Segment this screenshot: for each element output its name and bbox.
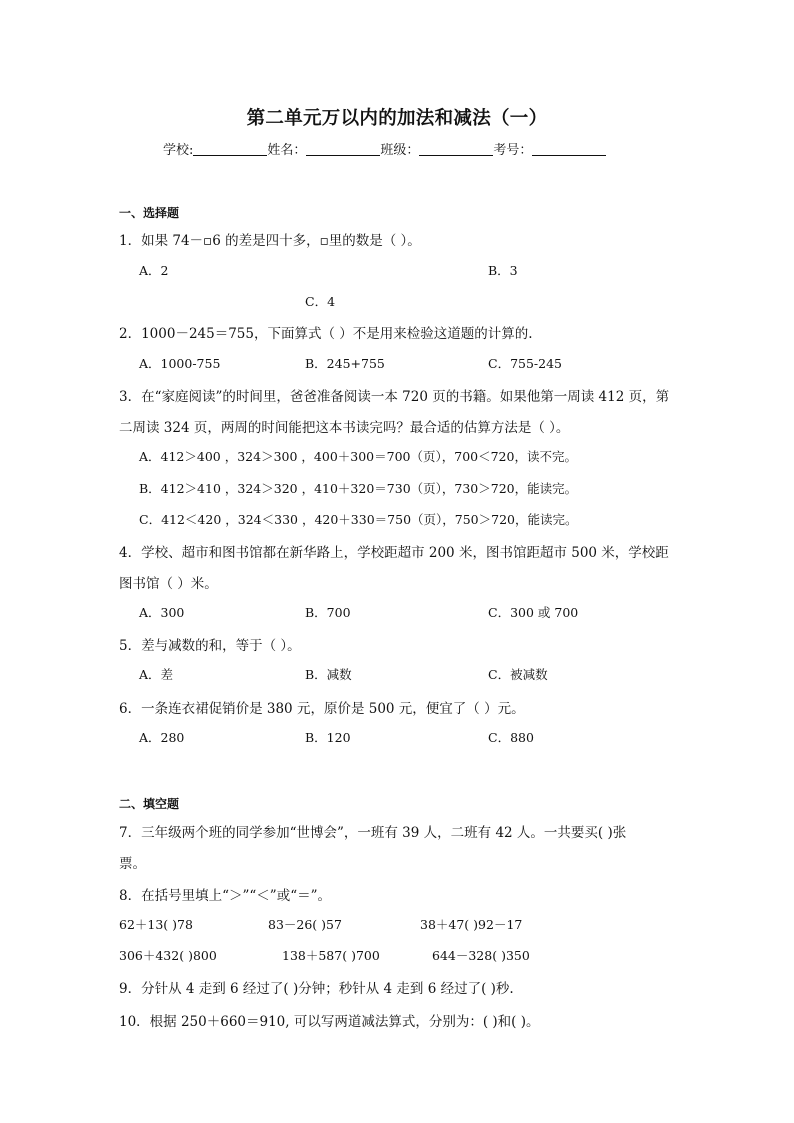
school-label: 学校: xyxy=(163,143,194,158)
q4-option-a[interactable]: A．300 xyxy=(139,605,185,620)
name-field[interactable] xyxy=(306,142,380,156)
q8-item-5[interactable]: 138＋587( )700 xyxy=(282,948,380,963)
q4-option-c[interactable]: C．300 或 700 xyxy=(488,605,579,620)
question-8: 8．在括号里填上“＞”“＜”或“＝”。 xyxy=(119,888,331,904)
question-4-line-2: 图书馆（ ）米。 xyxy=(119,576,218,592)
class-label: 班级： xyxy=(380,143,420,158)
q1-option-a[interactable]: A．2 xyxy=(139,263,169,278)
q4-option-b[interactable]: B．700 xyxy=(305,605,351,620)
question-2: 2．1000－245＝755，下面算式（ ）不是用来检验这道题的计算的. xyxy=(119,326,533,342)
name-label: 姓名： xyxy=(267,143,307,158)
section-heading-fill-in: 二、填空题 xyxy=(119,797,180,811)
question-6: 6．一条连衣裙促销价是 380 元，原价是 500 元，便宜了（ ）元。 xyxy=(119,701,525,717)
q2-option-a[interactable]: A．1000-755 xyxy=(139,356,221,371)
question-7-line-2: 票。 xyxy=(119,856,146,872)
q6-option-a[interactable]: A．280 xyxy=(139,730,185,745)
class-field[interactable] xyxy=(419,142,493,156)
q8-item-3[interactable]: 38＋47( )92－17 xyxy=(420,917,523,932)
q3-option-c[interactable]: C．412＜420 ，324＜330 ，420＋330＝750（页），750＞720，能读完。 xyxy=(139,512,578,527)
info-line xyxy=(163,139,606,158)
q5-option-b[interactable]: B．减数 xyxy=(305,667,352,682)
q2-option-b[interactable]: B．245+755 xyxy=(305,356,385,371)
q3-option-b[interactable]: B．412＞410 ，324＞320 ，410＋320＝730（页），730＞720，能读完。 xyxy=(139,481,578,496)
question-5: 5．差与减数的和，等于（ ）。 xyxy=(119,638,301,654)
q3-option-a[interactable]: A．412＞400 ，324＞300 ，400＋300＝700（页），700＜720，读不完。 xyxy=(139,449,577,464)
question-1: 1．如果 74－▫6 的差是四十多，▫里的数是（ ）。 xyxy=(119,233,421,249)
q2-option-c[interactable]: C．755-245 xyxy=(488,356,563,371)
q5-option-c[interactable]: C．被减数 xyxy=(488,667,548,682)
page-title: 第二单元万以内的加法和减法（一） xyxy=(246,108,548,129)
exam-no-field[interactable] xyxy=(532,142,606,156)
q8-item-1[interactable]: 62＋13( )78 xyxy=(119,917,193,932)
question-4-line-1: 4．学校、超市和图书馆都在新华路上，学校距超市 200 米，图书馆距超市 500 米，学校距 xyxy=(119,545,669,561)
question-3-line-2: 二周读 324 页，两周的时间能把这本书读完吗？最合适的估算方法是（ ）。 xyxy=(119,420,570,436)
q6-option-c[interactable]: C．880 xyxy=(488,730,534,745)
question-3-line-1: 3．在“家庭阅读”的时间里，爸爸准备阅读一本 720 页的书籍。如果他第一周读 412 页，第 xyxy=(119,389,670,405)
q1-option-b[interactable]: B．3 xyxy=(488,263,518,278)
q6-option-b[interactable]: B．120 xyxy=(305,730,351,745)
q5-option-a[interactable]: A．差 xyxy=(139,667,174,682)
question-9: 9．分针从 4 走到 6 经过了( )分钟；秒针从 4 走到 6 经过了( )秒. xyxy=(119,981,514,997)
q8-item-6[interactable]: 644－328( )350 xyxy=(432,948,530,963)
q8-item-2[interactable]: 83－26( )57 xyxy=(268,917,342,932)
question-10: 10．根据 250＋660＝910, 可以写两道减法算式，分别为：( )和( )。 xyxy=(119,1014,540,1030)
question-7-line-1: 7．三年级两个班的同学参加“世博会”，一班有 39 人，二班有 42 人。一共要买( )张 xyxy=(119,825,627,841)
q8-item-4[interactable]: 306＋432( )800 xyxy=(119,948,217,963)
section-heading-choice: 一、选择题 xyxy=(119,206,180,220)
q1-option-c[interactable]: C．4 xyxy=(305,294,336,309)
exam-no-label: 考号： xyxy=(493,143,533,158)
school-field[interactable] xyxy=(193,142,267,156)
